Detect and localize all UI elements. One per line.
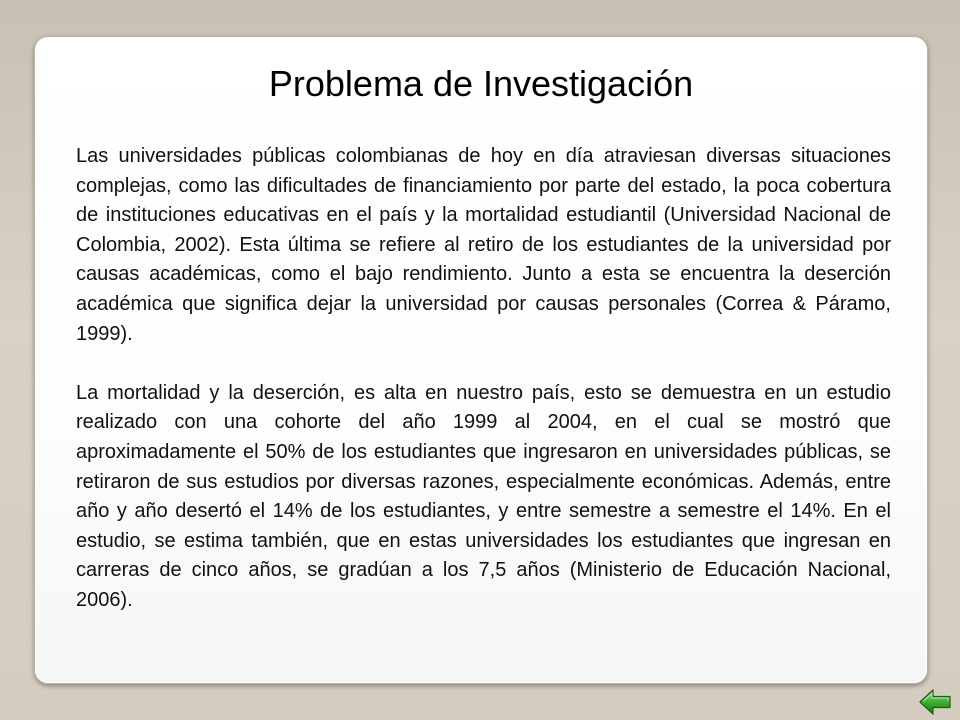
back-button[interactable] (918, 688, 952, 716)
left-arrow-icon (918, 688, 952, 716)
paragraph-2: La mortalidad y la deserción, es alta en nuestro país, esto se demuestra en un estudio realizado con una cohorte del año 1999 al 2004, en el cual se mostró que aproximadamente el 50% de los estudiantes que ingresaron en universidades públicas, se retiraron de sus estudios por diversas razones, especialmente económicas. Además, entre año y año desertó el 14% de los estudiantes, y entre semestre a semestre el 14%. En el estudio, se estima también, que en estas universidades los estudiantes que ingresan en carreras de cinco años, se gradúan a los 7,5 años (Ministerio de Educación Nacional, 2006). (76, 381, 891, 611)
paragraph-1: Las universidades públicas colombianas de hoy en día atraviesan diversas situaciones complejas, como las dificultades de financiamiento por parte del estado, la poca cobertura de instituciones educativas en el país y la mortalidad estudiantil (Universidad Nacional de Colombia, 2002). Esta última se refiere al retiro de los estudiantes de la universidad por causas académicas, como el bajo rendimiento. Junto a esta se encuentra la deserción académica que significa dejar la universidad por causas personales (Correa & Páramo, 1999). (76, 145, 891, 345)
slide-body (76, 142, 891, 616)
slide-title: Problema de Investigación (268, 63, 694, 104)
